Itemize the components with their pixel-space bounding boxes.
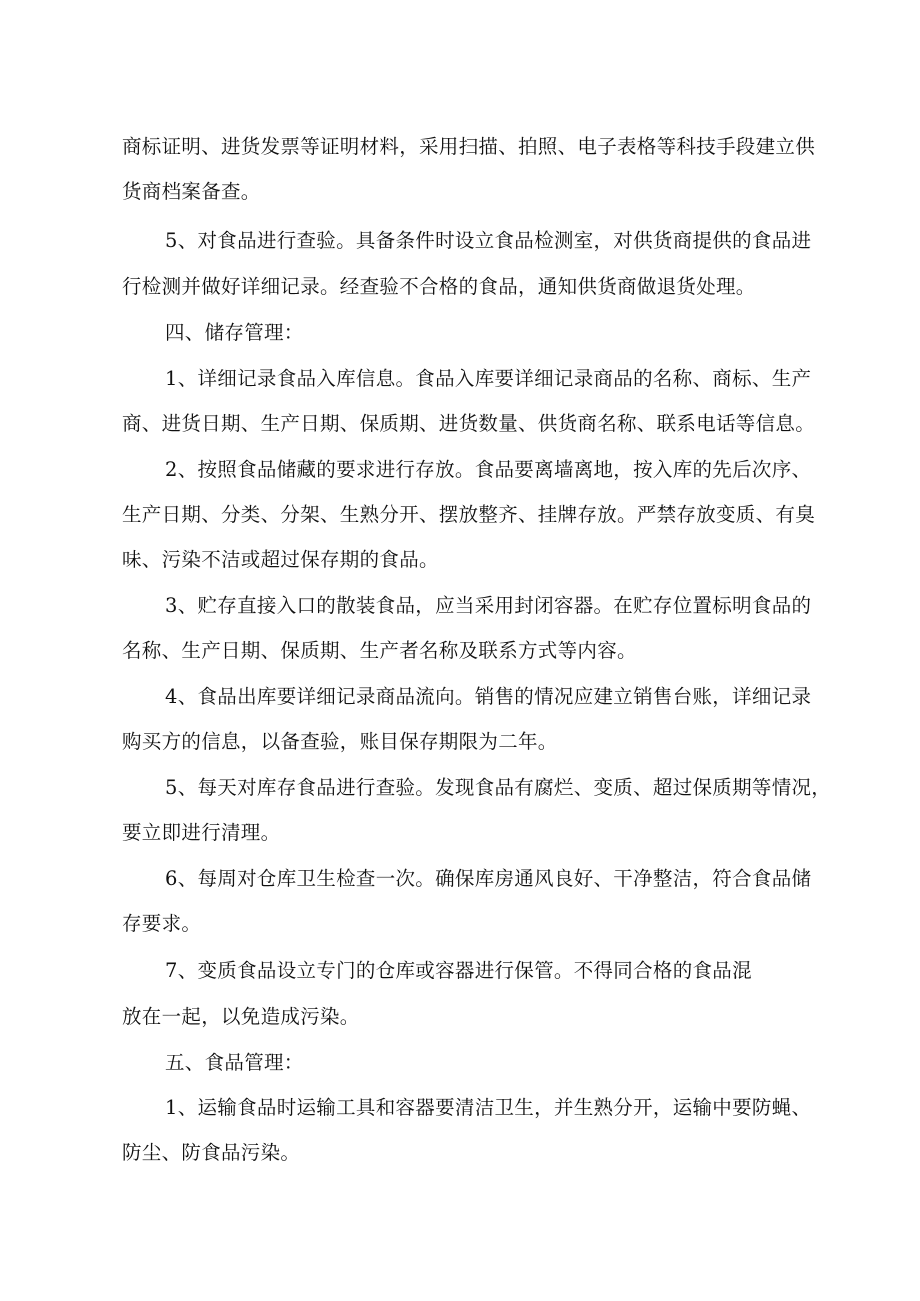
text-line: 生产日期、分类、分架、生熟分开、摆放整齐、挂牌存放。严禁存放变质、有臭 [122, 503, 816, 526]
paragraph-start: 4、食品出库要详细记录商品流向。销售的情况应建立销售台账，详细记录 [165, 685, 812, 708]
section-heading: 五、食品管理： [165, 1051, 304, 1074]
paragraph-start: 7、变质食品设立专门的仓库或容器进行保管。不得同合格的食品混 [165, 959, 752, 982]
paragraph-start: 1、详细记录食品入库信息。食品入库要详细记录商品的名称、商标、生产 [165, 367, 812, 390]
paragraph-start: 5、每天对库存食品进行查验。发现食品有腐烂、变质、超过保质期等情况， [165, 776, 832, 799]
text-line: 防尘、防食品污染。 [122, 1141, 301, 1164]
text-line: 放在一起，以免造成污染。 [122, 1005, 360, 1028]
text-line: 商、进货日期、生产日期、保质期、进货数量、供货商名称、联系电话等信息。 [122, 412, 816, 435]
text-line: 货商档案备查。 [122, 180, 261, 203]
text-line: 行检测并做好详细记录。经查验不合格的食品，通知供货商做退货处理。 [122, 275, 756, 298]
paragraph-start: 5、对食品进行查验。具备条件时设立食品检测室，对供货商提供的食品进 [165, 229, 812, 252]
paragraph-start: 2、按照食品储藏的要求进行存放。食品要离墙离地，按入库的先后次序、 [165, 458, 812, 481]
text-line: 商标证明、进货发票等证明材料，采用扫描、拍照、电子表格等科技手段建立供 [122, 135, 816, 158]
text-line: 要立即进行清理。 [122, 821, 281, 844]
paragraph-start: 6、每周对仓库卫生检查一次。确保库房通风良好、干净整洁，符合食品储 [165, 867, 812, 890]
text-line: 购买方的信息，以备查验，账目保存期限为二年。 [122, 730, 558, 753]
section-heading: 四、储存管理： [165, 321, 304, 344]
text-line: 味、污染不洁或超过保存期的食品。 [122, 548, 439, 571]
paragraph-start: 3、贮存直接入口的散装食品，应当采用封闭容器。在贮存位置标明食品的 [165, 594, 812, 617]
text-line: 存要求。 [122, 912, 202, 935]
text-line: 名称、生产日期、保质期、生产者名称及联系方式等内容。 [122, 639, 637, 662]
paragraph-start: 1、运输食品时运输工具和容器要清洁卫生，并生熟分开，运输中要防蝇、 [165, 1096, 812, 1119]
